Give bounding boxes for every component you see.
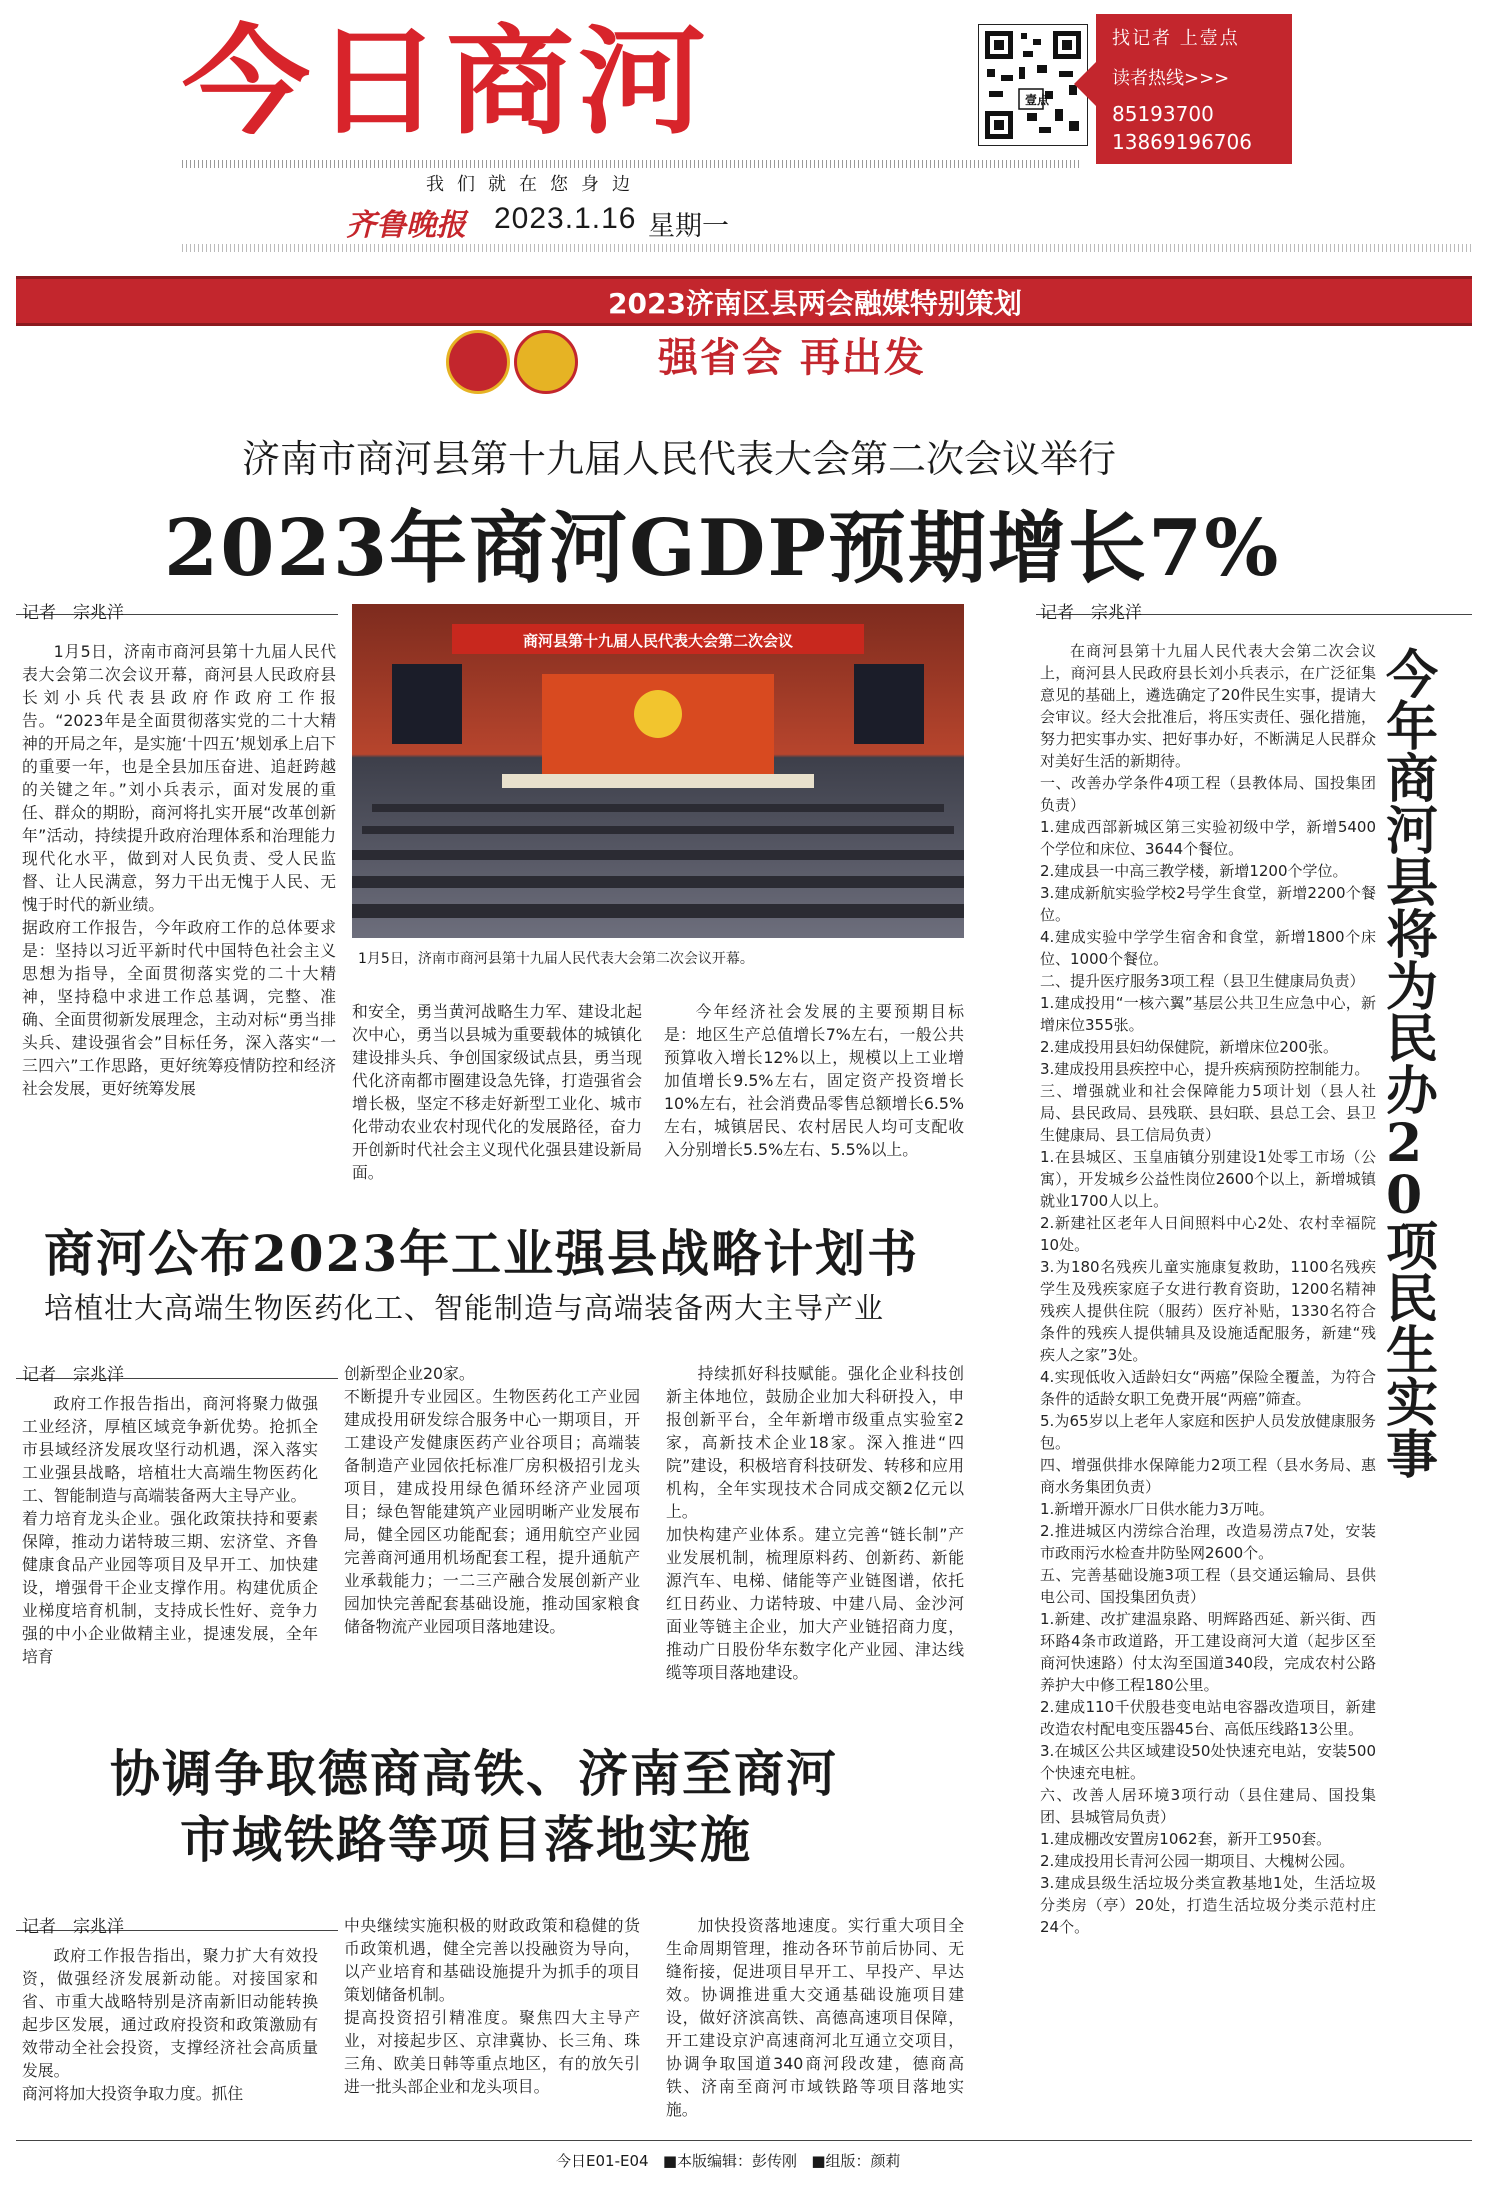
issue-date: 2023.1.16 xyxy=(494,202,637,235)
article3-column3: 加快投资落地速度。实行重大项目全生命周期管理，推动各环节前后协同、无缝衔接，促进项目早开工、早投产、早达效。协调推进重大交通基础设施项目建设，做好济滨高铁、高德高速项目保障，开工建设京沪高速商河北互通立交项目，协调争取国道340商河段改建，德商高铁、济南至商河市域铁路等项目落地实施。 xyxy=(666,1916,964,2119)
hotline-pointer xyxy=(1074,62,1096,106)
sidebar-vertical-headline: 今年商河县将为民办20项民生实事 xyxy=(1386,645,1439,1486)
qr-caption: 壹点 xyxy=(1025,93,1050,107)
article2-byline: 记者 宗兆洋 xyxy=(22,1365,124,1385)
article2-subhead: 培植壮大高端生物医药化工、智能制造与高端装备两大主导产业 xyxy=(44,1291,885,1325)
hotline-line2: 读者热线>>> xyxy=(1112,68,1230,89)
cppcc-emblem-icon xyxy=(514,330,578,394)
qr-code-icon[interactable] xyxy=(978,24,1088,146)
article2-column3: 持续抓好科技赋能。强化企业科技创新主体地位，鼓励企业加大科研投入，申报创新平台，全年新增市级重点实验室2家，高新技术企业18家。深入推进“四院”建设，积极培育科技研发、转移和应用机构，全年实现技术合同成交额2亿元以上。 加快构建产业体系。建立完善“链长制”产业发展机制，梳理原料药、创新药、新能源汽车、电梯、储能等产业链图谱，依托红日药业、力诺特玻、中建八局、金沙河面业等链主企业，加大产业链招商力度，推动广日股份华东数字化产业园、津达线缆等项目落地建设。 xyxy=(666,1364,964,1682)
article1-column3: 今年经济社会发展的主要预期目标是：地区生产总值增长7%左右，一般公共预算收入增长12%以上，规模以上工业增加值增长9.5%左右，固定资产投资增长10%左右，社会消费品零售总额增长6.5%左右，城镇居民、农村居民人均可支配收入分别增长5.5%左右、5.5%以上。 xyxy=(664,1002,964,1159)
paper-name-logo: 齐鲁晚报 xyxy=(346,208,466,243)
photo-caption: 1月5日，济南市商河县第十九届人民代表大会第二次会议开幕。 xyxy=(358,951,754,967)
issue-weekday: 星期一 xyxy=(648,211,729,242)
hotline-phone1: 85193700 xyxy=(1112,102,1214,126)
article2-column2: 创新型企业20家。 不断提升专业园区。生物医药化工产业园建成投用研发综合服务中心一期项目，开工建设产发健康医药产业谷项目；高端装备制造产业园依托标准厂房积极招引龙头项目，建成投用绿色循环经济产业园项目；绿色智能建筑产业园明晰产业发展布局，健全园区功能配套；通用航空产业园完善商河通用机场配套工程，提升通航产业承载能力；一二三产融合发展创新产业园加快完善配套基础设施，推动国家粮食储备物流产业园项目落地建设。 xyxy=(344,1364,640,1636)
article1-column2: 和安全，勇当黄河战略生力军、建设北起次中心，勇当以县城为重要载体的城镇化建设排头兵、争创国家级试点县，勇当现代化济南都市圈建设急先锋，打造强省会增长极，坚定不移走好新型工业化、城市化带动农业农村现代化的发展路径，奋力开创新时代社会主义现代化强县建设新局面。 xyxy=(352,1002,642,1182)
photo-banner-text: 商河县第十九届人民代表大会第二次会议 xyxy=(522,632,793,650)
reader-hotline-box xyxy=(1096,14,1292,164)
sidebar-byline: 记者 宗兆洋 xyxy=(1040,603,1142,623)
footer-editor: ■本版编辑：彭传刚 xyxy=(662,2152,798,2170)
masthead-slogan: 我们就在您身边 xyxy=(426,174,643,195)
masthead-title: 今日商河 xyxy=(182,14,711,152)
article1-kicker: 济南市商河县第十九届人民代表大会第二次会议举行 xyxy=(242,437,1117,481)
article3-headline-line1: 协调争取德商高铁、济南至商河 xyxy=(110,1744,838,1803)
hotline-phone2: 13869196706 xyxy=(1112,130,1252,154)
hotline-line1: 找记者 上壹点 xyxy=(1112,28,1240,49)
article1-byline: 记者 宗兆洋 xyxy=(22,603,124,623)
page-footer xyxy=(556,2150,901,2171)
article3-byline: 记者 宗兆洋 xyxy=(22,1917,124,1937)
article2-headline: 商河公布2023年工业强县战略计划书 xyxy=(44,1224,920,1283)
footer-proof: ■组版：颜莉 xyxy=(811,2152,901,2170)
article3-column2: 中央继续实施积极的财政政策和稳健的货币政策机遇，健全完善以投融资为导向，以产业培育和基础设施提升为抓手的项目策划储备机制。 提高投资招引精准度。聚焦四大主导产业，对接起步区、京津冀协、长三角、珠三角、欧美日韩等重点地区，有的放矢引进一批头部企业和龙头项目。 xyxy=(344,1916,640,2096)
meeting-photo xyxy=(352,604,964,938)
masthead-hatch-divider xyxy=(182,160,1082,168)
article3-headline-line2: 市域铁路等项目落地实施 xyxy=(180,1810,752,1869)
special-report-banner xyxy=(16,276,1472,326)
banner-title: 2023济南区县两会融媒特别策划 xyxy=(608,287,1022,320)
banner-slogan: 强省会 再出发 xyxy=(658,334,926,381)
header-hatch-divider xyxy=(182,244,1472,252)
article2-column1: 政府工作报告指出，商河将聚力做强工业经济，厚植区域竞争新优势。抢抓全市县域经济发展攻坚行动机遇，深入落实工业强县战略，培植壮大高端生物医药化工、智能制造与高端装备两大主导产业。 着力培育龙头企业。强化政策扶持和要素保障，推动力诺特玻三期、宏济堂、齐鲁健康食品产业园等项目及早开工、加快建设，增强骨干企业支撑作用。构建优质企业梯度培育机制，支持成长性好、竞争力强的中小企业做精主业，提速发展，全年培育 xyxy=(22,1394,318,1666)
sidebar-text: 在商河县第十九届人民代表大会第二次会议上，商河县人民政府县长刘小兵表示，在广泛征集意见的基础上，遴选确定了20件民生实事，提请大会审议。经大会批准后，将压实责任、强化措施，努力把实事办实、把好事办好，不断满足人民群众对美好生活的新期待。 一、改善办学条件4项工程（县教体局、国投集团负责） 1.建成西部新城区第三实验初级中学，新增5400个学位和床位、3644个餐位。 2.建成县一中高三教学楼，新增1200个学位。 3.建成新航实验学校2号学生食堂，新增2200个餐位。 4.建成实验中学学生宿舍和食堂，新增1800个床位、1000个餐位。 二、提升医疗服务3项工程（县卫生健康局负责） 1.建成投用“一核六翼”基层公共卫生应急中心，新增床位355张。 2.建成投用县妇幼保健院，新增床位200张。 3.建成投用县疾控中心，提升疾病预防控制能力。 三、增强就业和社会保障能力5项计划（县人社局、县民政局、县残联、县妇联、县总工会、县卫生健康局、县工信局负责） 1.在县城区、玉皇庙镇分别建设1处零工市场（公寓），开发城乡公益性岗位2600个以上，新增城镇就业1700人以上。 2.新建社区老年人日间照料中心2处、农村幸福院10处。 3.为180名残疾儿童实施康复救助，1100名残疾学生及残疾家庭子女进行教育资助，1200名精神残疾人提供住院（服药）医疗补贴，1330名符合条件的残疾人提供辅具及设施适配服务，新建“残疾人之家”3处。 4.实现低收入适龄妇女“两癌”保险全覆盖，为符合条件的适龄女职工免费开展“两癌”筛查。 5.为65岁以上老年人家庭和医护人员发放健康服务包。 四、增强供排水保障能力2项工程（县水务局、惠商水务集团负责） 1.新增开源水厂日供水能力3万吨。 2.推进城区内涝综合治理，改造易涝点7处，安装市政雨污水检查井防坠网2600个。 五、完善基础设施3项工程（县交通运输局、县供电公司、国投集团负责） 1.新建、改扩建温泉路、明辉路西延、新兴街、西环路4条市政道路，开工建设商河大道（起步区至商河快速路）付太沟至国道340段，完成农村公路养护大中修工程180公里。 2.建成110千伏殷巷变电站电容器改造项目，新建改造农村配电变压器45台、高低压线路13公里。 3.在城区公共区域建设50处快速充电站，安装500个快速充电桩。 六、改善人居环境3项行动（县住建局、国投集团、县城管局负责） 1.建成棚改安置房1062套，新开工950套。 2.建成投用长青河公园一期项目、大槐树公园。 3.建成县级生活垃圾分类宣教基地1处，生活垃圾分类房（亭）20处，打造生活垃圾分类示范村庄24个。 xyxy=(1040,642,1376,1936)
footer-pages: 今日E01-E04 xyxy=(556,2152,649,2170)
article3-column1: 政府工作报告指出，聚力扩大有效投资，做强经济发展新动能。对接国家和省、市重大战略特别是济南新旧动能转换起步区发展，通过政府投资和政策激励有效带动全社会投资，支撑经济社会高质量发展。 商河将加大投资争取力度。抓住 xyxy=(22,1946,318,2103)
national-emblem-icon xyxy=(446,330,510,394)
article1-column1: 1月5日，济南市商河县第十九届人民代表大会第二次会议开幕，商河县人民政府县长刘小兵代表县政府作政府工作报告。“2023年是全面贯彻落实党的二十大精神的开局之年，是实施‘十四五’规划承上启下的重要一年，也是全县加压奋进、追赶跨越的关键之年。”刘小兵表示，面对发展的重任、群众的期盼，商河将扎实开展“改革创新年”活动，持续提升政府治理体系和治理能力现代化水平，做到对人民负责、受人民监督、让人民满意，努力干出无愧于人民、无愧于时代的新业绩。 据政府工作报告，今年政府工作的总体要求是：坚持以习近平新时代中国特色社会主义思想为指导，全面贯彻落实党的二十大精神，坚持稳中求进工作总基调，完整、准确、全面贯彻新发展理念，主动对标“勇当排头兵、建设强省会”目标任务，深入落实“一三四六”工作思路，更好统筹疫情防控和经济社会发展，更好统筹发展 xyxy=(22,642,336,1098)
article1-headline: 2023年商河GDP预期增长7% xyxy=(164,503,1281,594)
